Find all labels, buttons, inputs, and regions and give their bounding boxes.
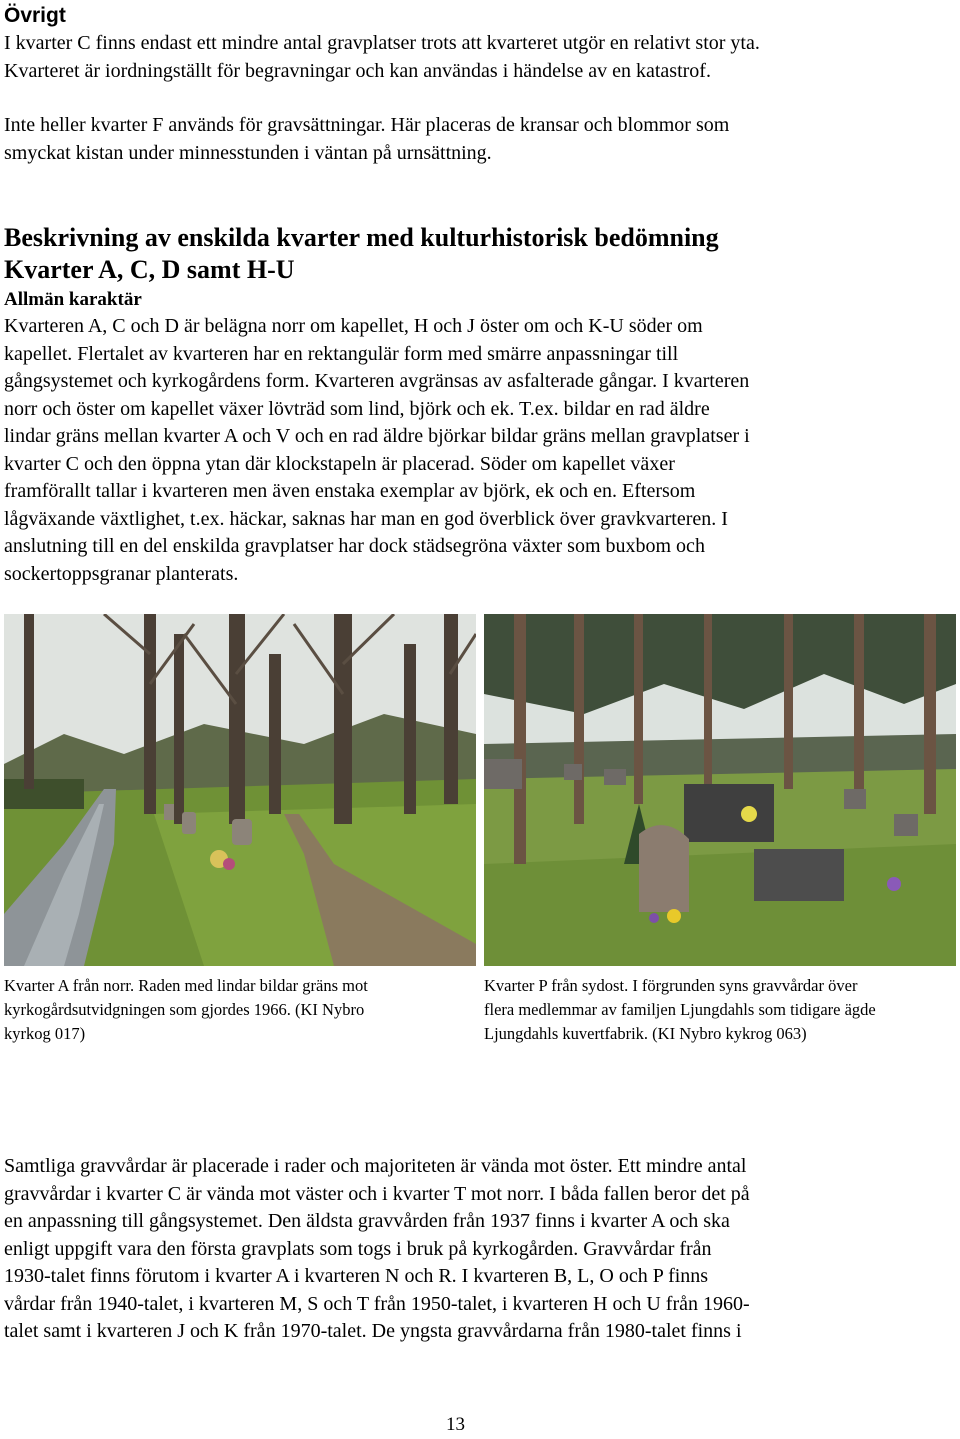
- ovrigt-paragraph-1: [4, 30, 760, 85]
- caption-line: Ljungdahls kuvertfabrik. (KI Nybro kykrog 063): [484, 1024, 807, 1043]
- text-line: smyckat kistan under minnesstunden i väntan på urnsättning.: [4, 141, 492, 164]
- final-paragraph: [4, 1153, 750, 1346]
- text-line: Samtliga gravvårdar är placerade i rader och majoriteten är vända mot öster. Ett mindre antal: [4, 1155, 747, 1177]
- text-line: lindar gräns mellan kvarter A och V och en rad äldre björkar bildar gräns mellan gravplatser i: [4, 425, 750, 447]
- caption-line: flera medlemmar av familjen Ljungdahls som tidigare ägde: [484, 1000, 876, 1019]
- ovrigt-paragraph-2: [4, 112, 729, 167]
- text-line: Inte heller kvarter F används för gravsättningar. Här placeras de kransar och blommor som: [4, 114, 730, 136]
- caption-line: kyrkog 017): [4, 1024, 86, 1043]
- caption-right: [484, 974, 958, 1046]
- section-subheading: Allmän karaktär: [4, 289, 142, 310]
- text-line: talet samt i kvarteren J och K från 1970-talet. De yngsta gravvårdarna från 1980-talet finns i: [4, 1320, 742, 1342]
- text-line: Kvarteret är iordningställt för begravningar och kan användas i händelse av en katastrof.: [4, 59, 711, 82]
- text-line: gravvårdar i kvarter C är vända mot väster och i kvarter T mot norr. I båda fallen beror det på: [4, 1182, 750, 1205]
- text-line: kvarter C och den öppna ytan där klockstapeln är placerad. Söder om kapellet växer: [4, 452, 675, 475]
- photo-kvarter-a: [4, 614, 476, 966]
- text-line: framförallt tallar i kvarteren men även enstaka exemplar av björk, ek och en. Eftersom: [4, 480, 696, 502]
- caption-left: [4, 974, 476, 1046]
- text-line: en anpassning till gångsystemet. Den äldsta gravvården från 1937 finns i kvarter A och ska: [4, 1210, 730, 1232]
- text-line: Kvarteren A, C och D är belägna norr om kapellet, H och J öster om och K-U söder om: [4, 315, 703, 337]
- text-line: lågväxande växtlighet, t.ex. häckar, saknas har man en god överblick över gravkvarteren. I: [4, 507, 728, 530]
- text-line: sockertoppsgranar planterats.: [4, 562, 239, 585]
- text-line: kapellet. Flertalet av kvarteren har en rektangulär form med smärre anpassningar till: [4, 342, 679, 365]
- section-body: [4, 313, 750, 588]
- photo-kvarter-p: [484, 614, 956, 966]
- text-line: I kvarter C finns endast ett mindre antal gravplatser trots att kvarteret utgör en relativt stor yta.: [4, 32, 760, 54]
- text-line: norr och öster om kapellet växer lövträd som lind, björk och ek. T.ex. bildar en rad äldre: [4, 397, 710, 420]
- text-line: 1930-talet finns förutom i kvarter A i kvarteren N och R. I kvarteren B, L, O och P finns: [4, 1265, 709, 1287]
- caption-line: kyrkogårdsutvidgningen som gjordes 1966. (KI Nybro: [4, 1000, 365, 1019]
- caption-line: Kvarter P från sydost. I förgrunden syns gravvårdar över: [484, 976, 858, 995]
- text-line: gångsystemet och kyrkogårdens form. Kvarteren avgränsas av asfalterade gångar. I kvarteren: [4, 370, 750, 392]
- page-number: 13: [446, 1414, 465, 1435]
- caption-line: Kvarter A från norr. Raden med lindar bildar gräns mot: [4, 976, 368, 995]
- text-line: anslutning till en del enskilda gravplatser har dock städsegröna växter som buxbom och: [4, 535, 705, 557]
- section-subtitle: Kvarter A, C, D samt H-U: [4, 255, 295, 284]
- section-title: Beskrivning av enskilda kvarter med kulturhistorisk bedömning: [4, 223, 719, 252]
- text-line: vårdar från 1940-talet, i kvarteren M, S och T från 1950-talet, i kvarteren H och U från 1960-: [4, 1292, 750, 1315]
- ovrigt-heading: Övrigt: [4, 4, 66, 27]
- text-line: enligt uppgift vara den första gravplats som togs i bruk på kyrkogården. Gravvårdar från: [4, 1237, 712, 1260]
